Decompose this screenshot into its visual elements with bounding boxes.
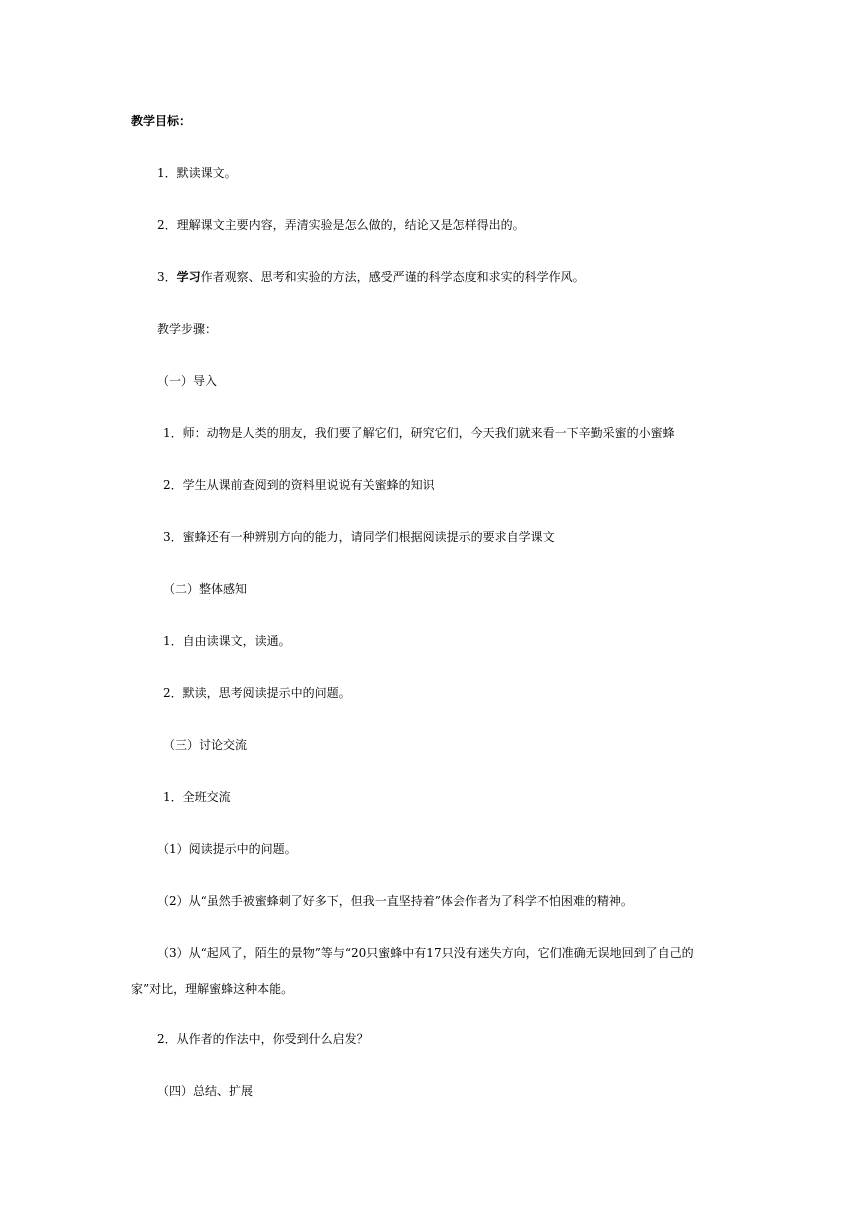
objective-3-prefix: 3．: [157, 270, 177, 284]
section-1-heading: （一）导入: [157, 374, 218, 388]
section-3-sub-1: （1）阅读提示中的问题。: [157, 842, 297, 856]
objective-3-bold: 学习: [176, 270, 201, 284]
section-3-sub-3: （3）从“起风了，陌生的景物”等与“20只蜜蜂中有17只没有迷失方向，它们准确无误地回到了自己的家”对比，理解蜜蜂这种本能。: [131, 946, 694, 996]
section-2-item-2: 2．默读，思考阅读提示中的问题。: [163, 686, 351, 700]
section-2-heading: （二）整体感知: [163, 582, 248, 596]
section-2-item-1: 1．自由读课文，读通。: [163, 634, 291, 648]
section-1-item-1: 1．师：动物是人类的朋友，我们要了解它们，研究它们，今天我们就来看一下辛勤采蜜的小蜜蜂: [163, 426, 675, 440]
section-1-item-2: 2．学生从课前查阅到的资料里说说有关蜜蜂的知识: [163, 478, 435, 492]
section-1-item-3: 3．蜜蜂还有一种辨别方向的能力，请同学们根据阅读提示的要求自学课文: [163, 530, 555, 544]
objective-3: [157, 268, 585, 286]
objective-1: 1．默读课文。: [157, 166, 237, 180]
section-3-sub-2: （2）从“虽然手被蜜蜂刺了好多下，但我一直坚持着”体会作者为了科学不怕困难的精神。: [157, 894, 633, 908]
section-3-item-2: 2．从作者的作法中，你受到什么启发？: [157, 1032, 369, 1046]
section-3-item-1: 1．全班交流: [163, 790, 231, 804]
steps-heading: 教学步骤：: [157, 322, 218, 336]
objective-3-rest: 作者观察、思考和实验的方法，感受严谨的科学态度和求实的科学作风。: [200, 270, 585, 284]
objective-2: 2．理解课文主要内容，弄清实验是怎么做的，结论又是怎样得出的。: [157, 218, 525, 232]
objectives-heading: 教学目标：: [131, 114, 192, 128]
section-4-heading: （四）总结、扩展: [157, 1084, 254, 1098]
section-3-heading: （三）讨论交流: [163, 738, 248, 752]
